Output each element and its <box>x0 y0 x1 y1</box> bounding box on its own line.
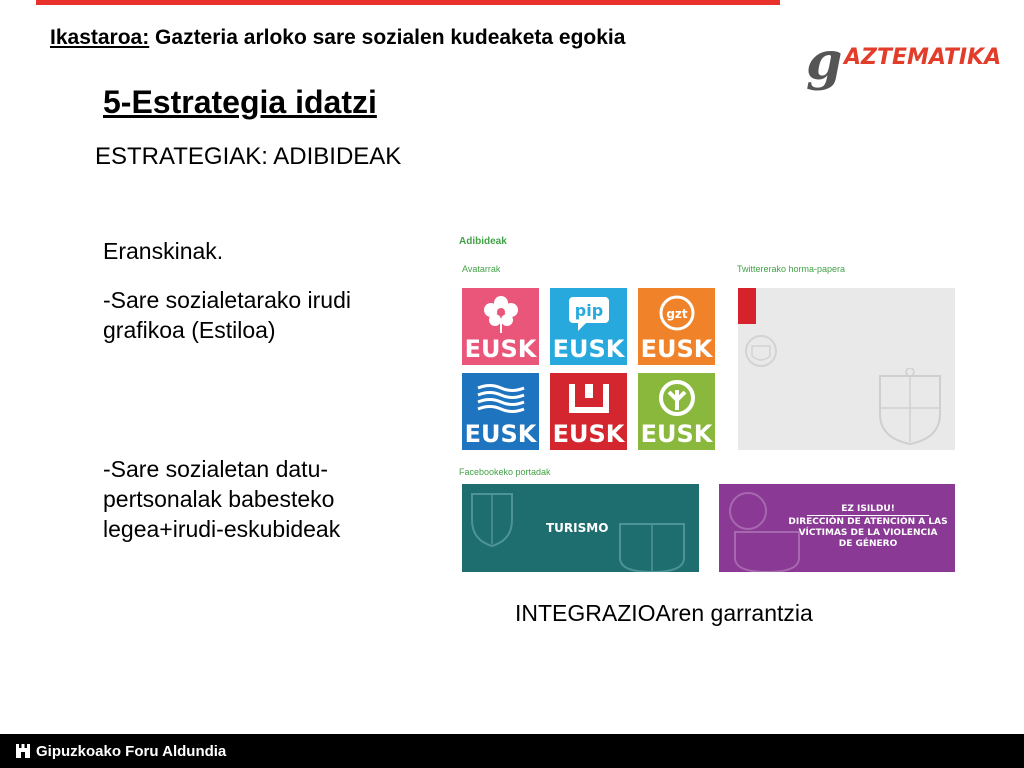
twitter-wallpaper <box>738 288 955 450</box>
coat-of-arms-icon <box>870 368 950 446</box>
avatar-tile <box>462 288 539 365</box>
body-item-3-line-1: -Sare sozialetan datu- <box>103 456 329 482</box>
twitter-red-tab <box>738 288 756 324</box>
body-item-3-line-2: pertsonalak babesteko <box>103 486 335 512</box>
tile-label: EUSK <box>552 335 625 363</box>
facebook-cover-violencia <box>719 484 955 572</box>
gipuzkoa-crest-icon <box>14 742 32 760</box>
course-prefix: Ikastaroa: <box>50 26 150 49</box>
tile-label: EUSK <box>464 335 537 363</box>
gzt-icon-text: gzt <box>665 306 688 321</box>
top-accent-bar <box>36 0 780 5</box>
gaztematika-logo <box>806 31 1002 92</box>
tile-label: EUSK <box>640 335 713 363</box>
body-item-2-line-1: -Sare sozialetarako irudi <box>103 287 352 313</box>
cover-turismo-text: TURISMO <box>546 521 609 535</box>
cover-violencia-text <box>783 504 953 550</box>
emblem-icon <box>466 488 518 548</box>
course-name: Gazteria arloko sare sozialen kudeaketa egokia <box>149 26 626 49</box>
cover-violencia-line-3: VÍCTIMAS DE LA VIOLENCIA <box>798 528 938 538</box>
cover-violencia-line-2: DIRECCIÓN DE ATENCIÓN A LAS <box>788 517 948 527</box>
box-icon <box>550 373 627 422</box>
course-header <box>50 26 625 50</box>
tile-label: EUSK <box>552 420 625 448</box>
body-item-3-line-3: legea+irudi-eskubideak <box>103 516 341 542</box>
logo-g: g <box>806 31 843 92</box>
cover-violencia-line-4: DE GÉNERO <box>838 539 898 549</box>
tile-label: EUSK <box>464 420 537 448</box>
flower-icon <box>462 288 539 337</box>
cover-violencia-line-1: EZ ISILDU! <box>807 504 929 516</box>
tile-label: EUSK <box>640 420 713 448</box>
avatar-tile <box>638 373 715 450</box>
twitter-label: Twittererako horma-papera <box>737 264 846 274</box>
coat-of-arms-icon <box>612 518 692 572</box>
avatar-tile <box>550 288 627 365</box>
footer-bar <box>0 734 1024 768</box>
integration-caption: INTEGRAZIOAren garrantzia <box>515 600 813 626</box>
gzt-icon <box>638 288 715 337</box>
avatars-label: Avatarrak <box>462 264 501 274</box>
waves-icon <box>462 373 539 422</box>
heart-icon <box>638 373 715 422</box>
figure-heading: Adibideak <box>459 236 507 247</box>
slide-title: 5-Estrategia idatzi <box>103 84 377 120</box>
logo-word: AZTEMATIKA <box>844 45 1002 70</box>
footer-label: Gipuzkoako Foru Aldundia <box>36 743 227 760</box>
pip-icon <box>550 288 627 337</box>
avatar-tile <box>550 373 627 450</box>
body-item-2-line-2: grafikoa (Estiloa) <box>103 317 276 343</box>
body-item-2 <box>103 285 351 345</box>
pip-icon-text: pip <box>574 300 603 320</box>
body-item-1: Eranskinak. <box>103 238 224 264</box>
facebook-label: Facebookeko portadak <box>459 467 551 477</box>
small-emblem-icon <box>742 332 780 370</box>
facebook-cover-turismo <box>462 484 699 572</box>
avatar-tile <box>638 288 715 365</box>
slide-subtitle: ESTRATEGIAK: ADIBIDEAK <box>95 143 402 170</box>
body-item-3 <box>103 454 340 544</box>
avatar-tile <box>462 373 539 450</box>
